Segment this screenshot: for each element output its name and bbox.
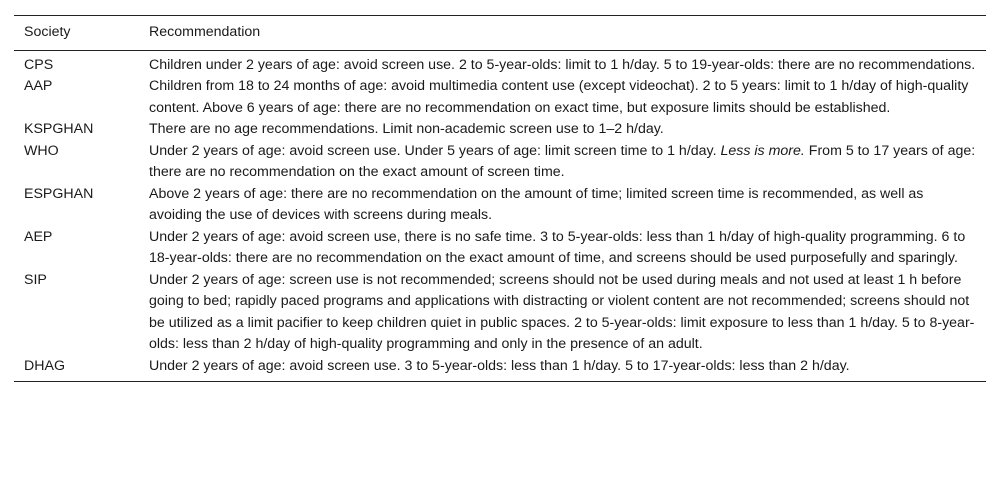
recommendation-cell: There are no age recommendations. Limit non-academic screen use to 1–2 h/day.: [149, 121, 664, 137]
recommendations-table-container: [14, 15, 986, 382]
society-cell: WHO: [24, 142, 59, 159]
recommendation-cell: Under 2 years of age: avoid screen use, there is no safe time. 3 to 5-year-olds: less than 1 h/day of high-quality programming. 6 to 18-year-olds: there are no recommendation on the exact amount of time, and screens should be used purposefully and sparingly.: [149, 228, 966, 266]
recommendation-cell: Under 2 years of age: screen use is not recommended; screens should not be used during meals and not used at least 1 h before going to bed; rapidly paced programs and applications with distracting or violent content are not recommended; screens should not be utilized as a limit pacifier to keep children quiet in public spaces. 2 to 5-year-olds: limit exposure to less than 1 h/day. 5 to 8-year-olds: less than 2 h/day of high-quality programming and only in the presence of an adult.: [149, 271, 975, 352]
table-row: [14, 356, 986, 382]
recommendation-cell: Under 2 years of age: avoid screen use. 3 to 5-year-olds: less than 1 h/day. 5 to 17-year-olds: less than 2 h/day.: [149, 357, 850, 374]
table-row: [14, 76, 986, 119]
table-row: [14, 227, 986, 270]
table-row: [14, 141, 986, 184]
recommendations-table: [14, 15, 986, 382]
table-row: [14, 270, 986, 356]
table-row: [14, 50, 986, 76]
header-recommendation: Recommendation: [149, 24, 261, 40]
society-cell: SIP: [24, 271, 47, 288]
recommendation-cell: Children from 18 to 24 months of age: avoid multimedia content use (except videochat). 2 to 5 years: limit to 1 h/day of high-quality content. Above 6 years of age: there are no recommendation on exact time, but exposure limits should be established.: [149, 78, 969, 116]
society-cell: AAP: [24, 78, 53, 94]
table-body: [14, 50, 986, 382]
header-row: [14, 16, 986, 51]
society-cell: KSPGHAN: [24, 121, 94, 137]
recommendation-cell: Children under 2 years of age: avoid screen use. 2 to 5-year-olds: limit to 1 h/day. 5 to 19-year-olds: there are no recommendations.: [149, 56, 976, 73]
recommendation-cell: [139, 141, 986, 184]
recommendation-cell: Above 2 years of age: there are no recommendation on the amount of time; limited screen time is recommended, as well as avoiding the use of devices with screens during meals.: [149, 185, 924, 223]
society-cell: AEP: [24, 228, 53, 245]
society-cell: CPS: [24, 56, 54, 73]
table-row: [14, 119, 986, 141]
society-cell: DHAG: [24, 357, 65, 374]
recommendation-emphasis: Less is more.: [720, 142, 805, 159]
recommendation-text: From 5 to 17 years of age: there are no recommendation on the exact amount of screen time.: [149, 142, 976, 180]
society-cell: ESPGHAN: [24, 185, 94, 202]
table-header: [14, 16, 986, 51]
table-row: [14, 184, 986, 227]
recommendation-text: Under 2 years of age: avoid screen use. Under 5 years of age: limit screen time to 1 h/day.: [149, 142, 721, 159]
header-society: Society: [24, 24, 71, 40]
